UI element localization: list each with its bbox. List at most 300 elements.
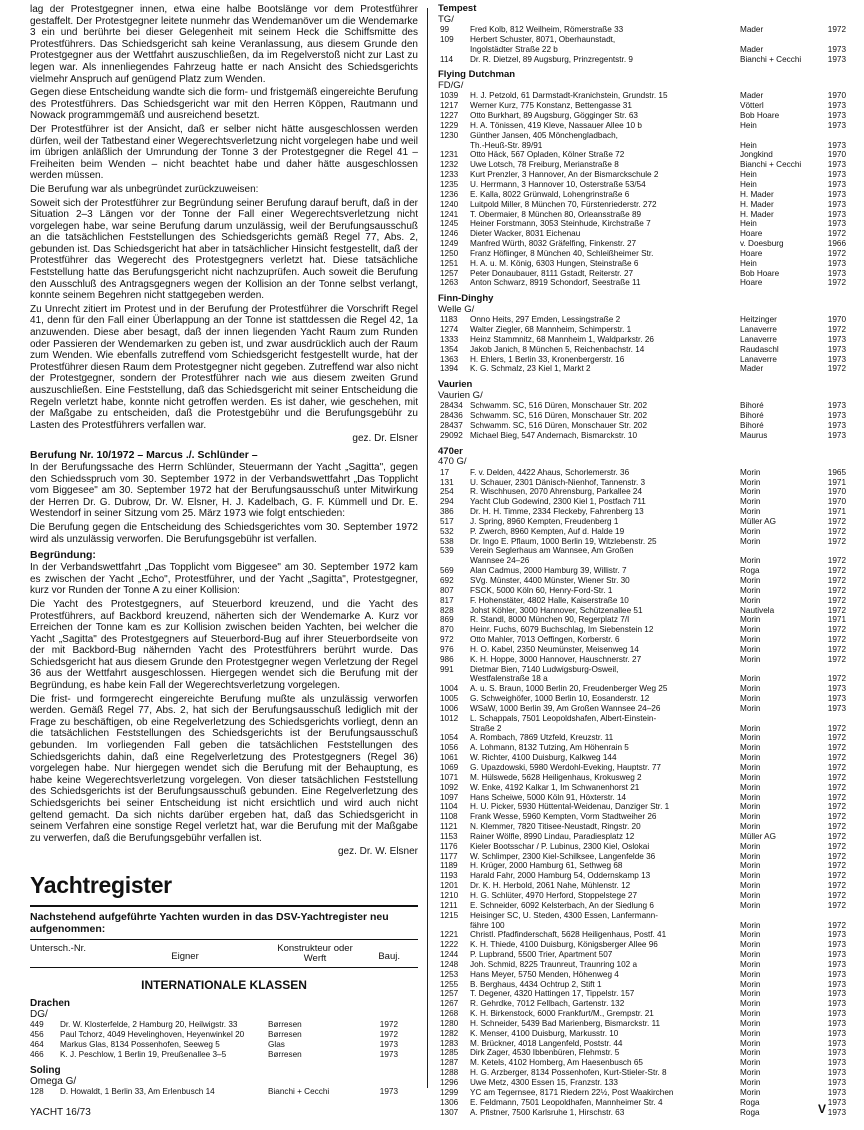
owner: Franz Höflinger, 8 München 40, Schleißheimer Str.: [470, 248, 654, 258]
owner: Herbert Schuster, 8071, Oberhaunstadt,: [470, 34, 616, 44]
builder: Børresen: [268, 1019, 302, 1029]
year: 1972: [827, 526, 846, 536]
col-year: Bauj.: [378, 950, 400, 962]
builder: Lanaverre: [740, 334, 777, 344]
builder: Morin: [740, 497, 761, 507]
drachen-list: [30, 1020, 418, 1059]
builder: Morin: [740, 851, 761, 861]
register-row: [438, 1098, 846, 1108]
page-footer-left: YACHT 16/73: [30, 1107, 91, 1118]
register-row: [438, 431, 846, 441]
owner: Dr. K. H. Herbold, 2061 Nahe, Mühlenstr. 12: [470, 881, 631, 891]
sail-number: 1069: [440, 763, 459, 772]
register-row: [30, 1040, 418, 1050]
register-row: [438, 1019, 846, 1029]
owner: Yacht Club Godewind, 2300 Kiel 1, Postfach 711: [470, 497, 646, 507]
owner: E. Schneider, 6092 Kelsterbach, An der Siedlung 6: [470, 900, 654, 910]
register-row: [438, 842, 846, 852]
year: 1973: [827, 160, 846, 170]
builder: Hein: [740, 179, 757, 189]
register-row: [438, 694, 846, 704]
year: 1972: [827, 871, 846, 881]
register-row: [438, 229, 846, 239]
builder: Morin: [740, 635, 761, 645]
builder: Hein: [740, 219, 757, 229]
builder: Morin: [740, 674, 761, 684]
register-row: [438, 1029, 846, 1039]
sail-number: 1236: [440, 189, 459, 199]
class-sub: Welle G/: [438, 303, 475, 315]
year: 1972: [827, 325, 846, 335]
sail-number: 1229: [440, 120, 459, 130]
owner: YC am Tegernsee, 8171 Riedern 22½, Post Waakirchen: [470, 1087, 674, 1097]
owner: L. Schappals, 7501 Leopoldshafen, Albert-Einstein-: [470, 713, 657, 723]
year: 1972: [827, 900, 846, 910]
builder: Morin: [740, 703, 761, 713]
builder: H. Mader: [740, 199, 774, 209]
signature-2: gez. Dr. W. Elsner: [337, 846, 418, 858]
sail-number: 131: [440, 477, 454, 487]
owner: A. u. S. Braun, 1000 Berlin 20, Freudenberger Weg 25: [470, 684, 668, 694]
owner: P. Lupbrand, 5500 Trier, Apartment 507: [470, 950, 613, 960]
class-name-soling: Soling: [30, 1065, 61, 1077]
sail-number: 128: [30, 1087, 44, 1097]
sail-number: 532: [440, 526, 454, 536]
sail-number: 1283: [440, 1038, 459, 1048]
builder: Jongkind: [740, 150, 773, 160]
year: 1972: [379, 1019, 398, 1029]
yachtregister-intro: Nachstehend aufgeführte Yachten wurden in das DSV-Yachtregister neu aufgenommen:: [30, 910, 389, 935]
builder: Morin: [740, 871, 761, 881]
builder: Morin: [740, 575, 761, 585]
register-row: [438, 278, 846, 288]
year: 1973: [827, 1087, 846, 1097]
builder: Müller AG: [740, 831, 776, 841]
owner: H. G. Schlüter, 4970 Herford, Stoppelstege 27: [470, 890, 638, 900]
class-sub-soling: Omega G/: [30, 1076, 77, 1088]
builder: v. Doesburg: [740, 239, 784, 249]
sail-number: 466: [30, 1049, 44, 1059]
owner: Otto Mahler, 7013 Oeffingen, Korberstr. 6: [470, 635, 620, 645]
register-row: [438, 517, 846, 527]
builder: Morin: [740, 969, 761, 979]
year: 1972: [827, 772, 846, 782]
owner: Frank Wesse, 5960 Kempten, Vorm Stadtweiher 26: [470, 812, 657, 822]
year: 1972: [827, 248, 846, 258]
register-row: [30, 1030, 418, 1040]
register-row: [438, 239, 846, 249]
sail-number: 1251: [440, 258, 459, 268]
register-row: [438, 576, 846, 586]
owner: Uwe Metz, 4300 Essen 15, Franzstr. 133: [470, 1078, 618, 1087]
year: 1972: [827, 812, 846, 822]
year: 1973: [379, 1039, 398, 1049]
sail-number: 1267: [440, 999, 459, 1009]
rule: [30, 905, 418, 907]
sail-number: 1255: [440, 979, 459, 989]
paragraph: Die Yacht des Protestgegners, auf Steuerbord kreuzend, und die Yacht des Protestführers, auf Backbord kreuzend, näherten sich der Wendemarke A. Kurz vor Erreichen der Tonne kam es zur Kollision zwischen beiden Yachten, bei welcher die Yacht „Sagitta" des Protestgegners auf Steuerbord-Bug auf ihrer Steuerbordseite von der mit Backbord-Bug nähernden Yacht des Protestführers berührt wurde. Das Schiedsgericht hat aus diesem Grunde den Protestgegner wegen Verletzung der Regel 36 aus der Wettfahrt ausgeschlossen. Hiergegen wendet sich die Berufung mit der Begründung, es habe kein Fall der Wegerechtsverletzung vorgelegen.: [30, 598, 418, 692]
register-row: [438, 91, 846, 101]
owner: H. Schneider, 5439 Bad Marienberg, Bismarckstr. 11: [470, 1018, 661, 1028]
builder: Heitzinger: [740, 315, 777, 325]
register-row: [438, 269, 846, 279]
owner: P. Zwerch, 8960 Kempten, Auf d. Halde 19: [470, 526, 625, 536]
sail-number: 692: [440, 575, 454, 585]
register-row: [438, 35, 846, 45]
owner: K. Menser, 4100 Duisburg, Markusstr. 10: [470, 1028, 619, 1038]
year: 1972: [827, 585, 846, 595]
owner: Harald Fahr, 2000 Hamburg 54, Oddernskamp 13: [470, 871, 651, 881]
sail-number: 1201: [440, 881, 459, 891]
year: 1965: [827, 467, 846, 477]
owner: Markus Glas, 8134 Possenhofen, Seeweg 5: [60, 1039, 220, 1049]
class-name: Finn-Dinghy: [438, 293, 494, 305]
year: 1973: [827, 989, 846, 999]
sail-number: 1121: [440, 822, 458, 832]
year: 1972: [827, 595, 846, 605]
register-row: [438, 421, 846, 431]
builder: Morin: [740, 802, 761, 812]
sail-number: 539: [440, 546, 454, 556]
year: 1972: [827, 364, 846, 374]
year: 1973: [827, 111, 846, 121]
year: [818, 546, 846, 556]
builder: Morin: [740, 890, 761, 900]
class-sub: TG/: [438, 13, 454, 25]
builder: Mader: [740, 44, 764, 54]
year: 1972: [827, 644, 846, 654]
owner: H. A. Tönissen, 419 Kleve, Nassauer Allee 10 b: [470, 120, 642, 130]
year: 1972: [827, 841, 846, 851]
sail-number: 386: [440, 507, 454, 517]
owner: fähre 100: [470, 920, 505, 930]
builder: Morin: [740, 654, 761, 664]
register-row: [438, 891, 846, 901]
year: 1973: [827, 120, 846, 130]
sail-number: [438, 45, 470, 55]
owner: Walter Ziegler, 68 Mannheim, Schimperstr. 1: [470, 325, 632, 335]
register-row: [438, 970, 846, 980]
sail-number: 1245: [440, 219, 459, 229]
builder: Morin: [740, 861, 761, 871]
class-name: Tempest: [438, 3, 477, 14]
year: 1970: [827, 487, 846, 497]
register-row: [438, 121, 846, 131]
builder: Morin: [740, 487, 761, 497]
builder: Bianchi + Cecchi: [268, 1087, 330, 1097]
right-column: [438, 4, 846, 1117]
paragraph: Soweit sich der Protestführer zur Begründung seiner Berufung darauf beruft, daß in der Situation 2–3 Längen vor der Tonne der Fall einer Wegerechtsverletzung nicht vorgelegen habe, war seine Berufung darum unzulässig, weil der Berufungsausschuß an die tatsächlichen Feststellungen des Schiedsgerichts gemäß Regel 77, Abs. 2, gebunden ist. Das Schiedsgericht hat aber in tatsächlicher Hinsicht festgestellt, daß der Protestführer das Wegerecht des Protestgegners verletzt hat. Diese tatsächliche Feststellung hatte das Berufungsgericht nicht nachzuprüfen. Auch soweit die Berufung den Ausschluß des Antragsgegners wegen der Kollision an der Tonne selbst verlangt, konnte seinem Begehren nicht stattgegeben werden.: [30, 197, 418, 302]
year: 1972: [827, 881, 846, 891]
year: 1972: [827, 890, 846, 900]
owner: Otto Burkhart, 89 Augsburg, Gögginger Str. 63: [470, 111, 638, 121]
owner: Kieler Bootsschar / P. Lubinus, 2300 Kiel, Oslokai: [470, 841, 650, 851]
register-row: [438, 180, 846, 190]
owner: Heinr. Fuchs, 6079 Buchschlag, Im Siebenstein 12: [470, 625, 654, 635]
yachtregister-title: Yachtregister: [30, 871, 172, 898]
year: 1973: [827, 1018, 846, 1028]
register-row: [438, 606, 846, 616]
paragraph: Der Protestführer ist der Ansicht, daß er selber nicht hätte ausgeschlossen werden dürfen, weil der Tatbestand einer Wegerechtsverletzung nicht vorgelegen habe und weil im übrigen anläßlich der Umrundung der Tonne 3 der Protestgegner die Regel 41 – Freiheiten beim Wenden – nicht beachtet habe und daher hätte ausgeschlossen werden müssen.: [30, 123, 418, 182]
register-row: [438, 160, 846, 170]
sail-number: 1282: [440, 1028, 459, 1038]
builder: Morin: [740, 979, 761, 989]
sail-number: 828: [440, 605, 454, 615]
owner: Werner Kurz, 775 Konstanz, Bettengasse 31: [470, 101, 632, 111]
year: [818, 665, 846, 675]
owner: Alan Cadmus, 2000 Hamburg 39, Willistr. 7: [470, 566, 627, 576]
register-row: [30, 1050, 418, 1060]
year: 1971: [827, 477, 846, 487]
register-row: [438, 921, 846, 931]
owner: Kurt Prenzler, 3 Hannover, An der Bismarckschule 2: [470, 170, 659, 180]
sail-number: 817: [440, 595, 454, 605]
register-row: [438, 45, 846, 55]
sail-number: 1263: [440, 278, 459, 288]
builder: Roga: [740, 1097, 760, 1107]
owner: Rainer Wölfle, 8990 Lindau, Paradiesplatz 12: [470, 831, 635, 841]
owner: A. Rombach, 7869 Utzfeld, Kreuzstr. 11: [470, 733, 614, 743]
year: 1972: [827, 278, 846, 288]
register-row: [438, 411, 846, 421]
builder: Roga: [740, 566, 760, 576]
year: 1972: [827, 792, 846, 802]
sail-number: 1005: [440, 694, 459, 704]
register-row: [438, 546, 846, 556]
register-row: [438, 335, 846, 345]
builder: Morin: [740, 733, 761, 743]
register-row: [438, 355, 846, 365]
year: 1973: [827, 401, 846, 411]
sail-number: 1193: [440, 871, 458, 881]
owner: G. Upazdowski, 5980 Werdohl-Eveking, Hauptstr. 77: [470, 763, 661, 772]
year: 1972: [827, 753, 846, 763]
sail-number: [438, 724, 470, 734]
year: 1973: [379, 1049, 398, 1059]
builder: Bianchi + Cecchi: [740, 160, 802, 170]
year: 1972: [827, 25, 846, 34]
sail-number: 1153: [440, 831, 458, 841]
register-row: [438, 150, 846, 160]
year: 1972: [827, 831, 846, 841]
sail-number: 1240: [440, 199, 459, 209]
year: [818, 714, 846, 724]
register-row: [438, 401, 846, 411]
sail-number: 1210: [440, 890, 459, 900]
builder: Morin: [740, 772, 761, 782]
year: 1973: [827, 930, 846, 940]
register-row: [438, 733, 846, 743]
register-row: [30, 1020, 418, 1030]
builder: Morin: [740, 556, 761, 566]
owner: Anton Schwarz, 8919 Schondorf, Seestraße 11: [470, 278, 641, 288]
builder: [740, 665, 818, 675]
owner: Straße 2: [470, 723, 502, 733]
paragraph: Die Berufung war als unbegründet zurückzuweisen:: [30, 183, 259, 195]
register-column-headers: [30, 944, 418, 965]
year: 1973: [827, 940, 846, 950]
year: 1973: [827, 684, 846, 694]
sail-number: 1215: [440, 910, 459, 920]
builder: Vötterl: [740, 101, 764, 111]
register-row: [438, 793, 846, 803]
sail-number: 1394: [440, 364, 459, 374]
sail-number: 1235: [440, 179, 459, 189]
sail-number: 986: [440, 654, 454, 664]
sail-number: 1307: [440, 1107, 459, 1117]
year: 1973: [827, 189, 846, 199]
register-row: [438, 743, 846, 753]
register-row: [438, 714, 846, 724]
builder: Morin: [740, 1087, 761, 1097]
register-row: [438, 1068, 846, 1078]
page-footer-right: V: [818, 1102, 827, 1116]
sail-number: 1104: [440, 802, 458, 812]
sail-number: 1232: [440, 160, 459, 170]
sail-number: 294: [440, 497, 454, 507]
register-row: [438, 881, 846, 891]
owner: Michael Bieg, 547 Andernach, Bismarckstr. 10: [470, 430, 638, 440]
owner: M. Ketels, 4102 Homberg, Am Haesenbusch 65: [470, 1058, 643, 1068]
year: 1972: [379, 1029, 398, 1039]
builder: Morin: [740, 920, 761, 930]
register-row: [438, 315, 846, 325]
year: 1973: [827, 1097, 846, 1107]
sail-number: 517: [440, 516, 454, 526]
register-row: [438, 468, 846, 478]
sail-number: 1299: [440, 1087, 459, 1097]
owner: Onno Heits, 297 Emden, Lessingstraße 2: [470, 315, 621, 325]
sail-number: 1296: [440, 1078, 459, 1087]
owner: Uwe Lotsch, 78 Freiburg, Merianstraße 8: [470, 160, 619, 170]
sail-number: 1288: [440, 1068, 459, 1078]
year: 1972: [827, 861, 846, 871]
sail-number: [438, 674, 470, 684]
owner: FSCK, 5000 Köln 60, Henry-Ford-Str. 1: [470, 585, 613, 595]
sail-number: 449: [30, 1019, 44, 1029]
builder: Bihoré: [740, 411, 764, 421]
year: 1973: [827, 140, 846, 150]
builder: Morin: [740, 467, 761, 477]
owner: Th.-Heuß-Str. 89/91: [470, 140, 543, 150]
year: [818, 911, 846, 921]
register-row: [438, 832, 846, 842]
year: 1972: [827, 625, 846, 635]
sail-number: 1354: [440, 344, 459, 354]
owner: E. Kalla, 8022 Grünwald, Lohengrinstraße 6: [470, 189, 630, 199]
builder: Morin: [740, 950, 761, 960]
sail-number: 807: [440, 585, 454, 595]
year: 1972: [827, 635, 846, 645]
owner: K. H. Hoppe, 3000 Hannover, Hauschnerstr. 27: [470, 654, 642, 664]
builder: Morin: [740, 930, 761, 940]
sail-number: 1056: [440, 743, 459, 753]
builder: Morin: [740, 684, 761, 694]
owner: F. Hohenstäter, 4802 Halle, Kaiserstraße 10: [470, 595, 629, 605]
builder: [740, 546, 818, 556]
builder: Hein: [740, 170, 757, 180]
builder: Hein: [740, 140, 757, 150]
rule: [30, 967, 418, 968]
register-row: [438, 219, 846, 229]
register-row: [438, 141, 846, 151]
year: 1972: [827, 733, 846, 743]
year: 1971: [827, 615, 846, 625]
ruling-text-2: [30, 462, 418, 545]
sail-number: 254: [440, 487, 454, 497]
owner: A. Pfistner, 7500 Karlsruhe 1, Hirschstr. 63: [470, 1107, 625, 1117]
builder: Morin: [740, 615, 761, 625]
sail-number: 1248: [440, 959, 459, 969]
builder: Morin: [740, 940, 761, 950]
register-row: [438, 1058, 846, 1068]
owner: Hans Scheiwe, 5000 Köln 91, Höxterstr. 14: [470, 792, 627, 802]
builder: [740, 131, 818, 141]
sail-number: 972: [440, 635, 454, 645]
sail-number: 1176: [440, 841, 458, 851]
sail-number: 28434: [440, 401, 463, 411]
register-row: [438, 911, 846, 921]
owner: K. H. Birkenstock, 6000 Frankfurt/M., Grempstr. 21: [470, 1009, 654, 1019]
register-row: [438, 190, 846, 200]
owner: W. Richter, 4100 Duisburg, Kalkweg 144: [470, 753, 617, 763]
year: 1973: [827, 1107, 846, 1117]
register-row: [438, 763, 846, 773]
year: 1973: [827, 334, 846, 344]
class-name-drachen: Drachen: [30, 997, 71, 1009]
builder: Morin: [740, 536, 761, 546]
builder: Maurus: [740, 430, 768, 440]
register-row: [438, 980, 846, 990]
owner: Heinz Stammnitz, 68 Mannheim 1, Waldparkstr. 26: [470, 334, 654, 344]
builder: Lanaverre: [740, 354, 777, 364]
signature-1: gez. Dr. Elsner: [352, 433, 418, 445]
sail-number: 1071: [440, 772, 459, 782]
builder: Hoare: [740, 248, 763, 258]
builder: Morin: [740, 1028, 761, 1038]
sail-number: 114: [440, 54, 454, 64]
sail-number: 1233: [440, 170, 459, 180]
owner: Peter Donaubauer, 8111 Gstadt, Reiterstr. 27: [470, 268, 634, 278]
builder: H. Mader: [740, 189, 774, 199]
col-nr: Untersch.-Nr.: [30, 942, 86, 954]
owner: Ingolstädter Straße 22 b: [470, 44, 558, 54]
year: 1973: [827, 411, 846, 421]
register-row: [438, 1108, 846, 1118]
owner: N. Klemmer, 7820 Titisee-Neustadt, Ringstr. 20: [470, 822, 641, 832]
register-row: [438, 812, 846, 822]
builder: Morin: [740, 812, 761, 822]
ruling-text-1: [30, 4, 418, 431]
sail-number: 1333: [440, 334, 459, 344]
register-row: [438, 537, 846, 547]
year: 1973: [827, 344, 846, 354]
year: 1970: [827, 150, 846, 160]
sail-number: 1012: [440, 713, 459, 723]
builder: Bihoré: [740, 421, 764, 430]
builder: Morin: [740, 989, 761, 999]
sail-number: 1268: [440, 1009, 459, 1019]
owner: Paul Tchorz, 4049 Hevelinghoven, Heyenwinkel 20: [60, 1029, 245, 1039]
year: 1973: [827, 179, 846, 189]
register-row: [438, 325, 846, 335]
builder: Morin: [740, 753, 761, 763]
year: 1970: [827, 315, 846, 325]
builder: Bob Hoare: [740, 268, 780, 278]
builder: Børresen: [268, 1029, 302, 1039]
sail-number: 1221: [440, 930, 459, 940]
year: 1973: [827, 1028, 846, 1038]
